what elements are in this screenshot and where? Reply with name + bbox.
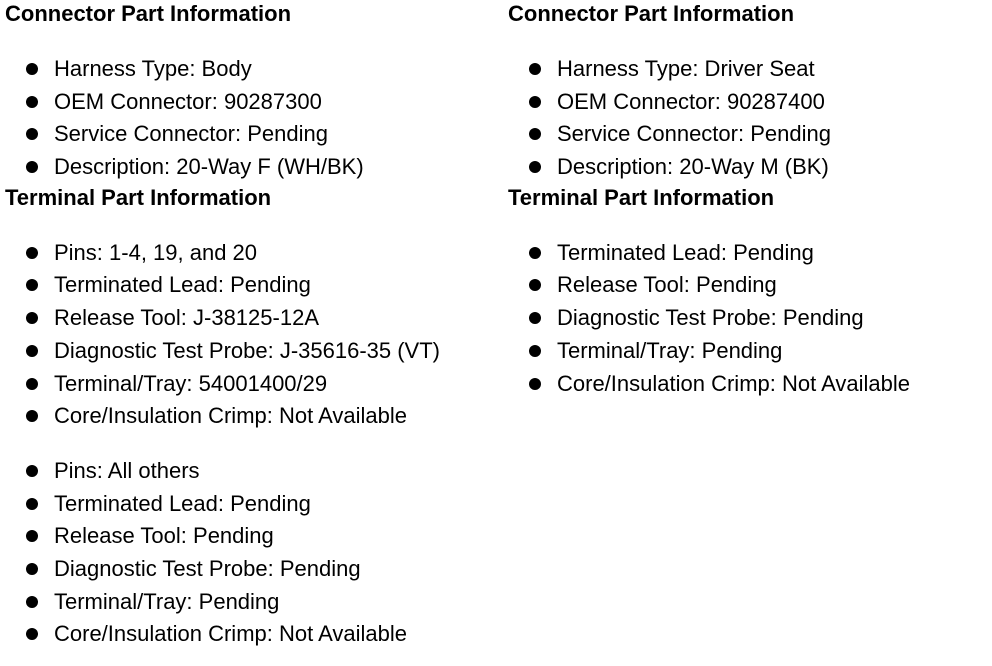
- list-item-text: Release Tool: Pending: [557, 272, 777, 298]
- bullet-icon: [529, 63, 541, 75]
- list-item-text: Harness Type: Driver Seat: [557, 56, 815, 81]
- list-item-text: OEM Connector: 90287300: [54, 88, 322, 114]
- list-item: [508, 335, 988, 368]
- connector-part-list: [508, 53, 988, 184]
- terminal-part-list-other-pins: [5, 455, 500, 651]
- list-item: [508, 237, 988, 270]
- list-item-text: Service Connector: Pending: [54, 121, 328, 147]
- bullet-icon: [529, 312, 541, 324]
- list-item-text: Service Connector: Pending: [557, 121, 831, 147]
- connector-part-heading: Connector Part Information: [508, 1, 795, 26]
- bullet-icon: [529, 128, 541, 140]
- bullet-icon: [529, 378, 541, 390]
- list-item: [5, 488, 500, 521]
- list-item-text: Terminated Lead: Pending: [54, 490, 311, 516]
- list-item: [508, 302, 988, 335]
- list-item-text: OEM Connector: 90287400: [557, 88, 825, 114]
- bullet-icon: [26, 247, 38, 259]
- terminal-part-heading: Terminal Part Information: [508, 184, 775, 210]
- list-item-text: Diagnostic Test Probe: J-35616-35 (VT): [54, 337, 440, 363]
- terminal-part-heading: Terminal Part Information: [5, 184, 272, 210]
- bullet-icon: [26, 563, 38, 575]
- list-item-text: Diagnostic Test Probe: Pending: [54, 555, 361, 581]
- list-item: [5, 118, 500, 151]
- bullet-icon: [26, 63, 38, 75]
- list-item-text: Diagnostic Test Probe: Pending: [557, 305, 864, 331]
- list-item-text: Terminal/Tray: Pending: [557, 337, 783, 363]
- list-item: [5, 368, 500, 401]
- list-item-text: Terminal/Tray: Pending: [54, 588, 280, 614]
- list-item: [5, 400, 500, 433]
- list-item: [508, 53, 988, 86]
- bullet-icon: [26, 96, 38, 108]
- list-item: [5, 151, 500, 184]
- list-item: [5, 553, 500, 586]
- bullet-icon: [26, 530, 38, 542]
- list-item: [5, 618, 500, 651]
- list-item: [508, 269, 988, 302]
- connector-part-heading: Connector Part Information: [5, 1, 292, 26]
- bullet-icon: [529, 247, 541, 259]
- list-item: [5, 586, 500, 619]
- list-item: [508, 368, 988, 401]
- left-column: [5, 0, 500, 651]
- bullet-icon: [26, 596, 38, 608]
- list-item: [508, 118, 988, 151]
- list-item: [5, 335, 500, 368]
- list-item-text: Release Tool: Pending: [54, 523, 274, 549]
- list-item: [5, 53, 500, 86]
- list-item-text: Core/Insulation Crimp: Not Available: [54, 621, 407, 647]
- bullet-icon: [26, 498, 38, 510]
- bullet-icon: [26, 378, 38, 390]
- list-item: [508, 151, 988, 184]
- bullet-icon: [529, 96, 541, 108]
- bullet-icon: [26, 410, 38, 422]
- bullet-icon: [26, 312, 38, 324]
- list-item: [5, 520, 500, 553]
- bullet-icon: [26, 345, 38, 357]
- list-item-text: Description: 20-Way M (BK): [557, 154, 829, 180]
- list-item-text: Pins: 1-4, 19, and 20: [54, 239, 258, 265]
- bullet-icon: [529, 279, 541, 291]
- bullet-icon: [529, 345, 541, 357]
- list-item-text: Terminated Lead: Pending: [54, 272, 311, 298]
- terminal-part-list: [508, 237, 988, 400]
- list-item-text: Description: 20-Way F (WH/BK): [54, 154, 364, 180]
- bullet-icon: [26, 628, 38, 640]
- terminal-part-list: [5, 237, 500, 433]
- list-item: [5, 237, 500, 270]
- bullet-icon: [26, 465, 38, 477]
- bullet-icon: [529, 161, 541, 173]
- list-item-text: Release Tool: J-38125-12A: [54, 305, 319, 331]
- list-item-text: Terminal/Tray: 54001400/29: [54, 370, 328, 396]
- list-item-text: Core/Insulation Crimp: Not Available: [54, 403, 407, 429]
- bullet-icon: [26, 161, 38, 173]
- bullet-icon: [26, 279, 38, 291]
- list-item: [5, 269, 500, 302]
- right-column: [508, 0, 988, 400]
- list-item: [5, 455, 500, 488]
- list-item-text: Harness Type: Body: [54, 56, 252, 81]
- connector-part-list: [5, 53, 500, 184]
- list-item: [508, 86, 988, 119]
- list-item-text: Terminated Lead: Pending: [557, 239, 814, 265]
- list-item-text: Core/Insulation Crimp: Not Available: [557, 370, 910, 396]
- list-item: [5, 86, 500, 119]
- list-item: [5, 302, 500, 335]
- list-item-text: Pins: All others: [54, 457, 200, 483]
- bullet-icon: [26, 128, 38, 140]
